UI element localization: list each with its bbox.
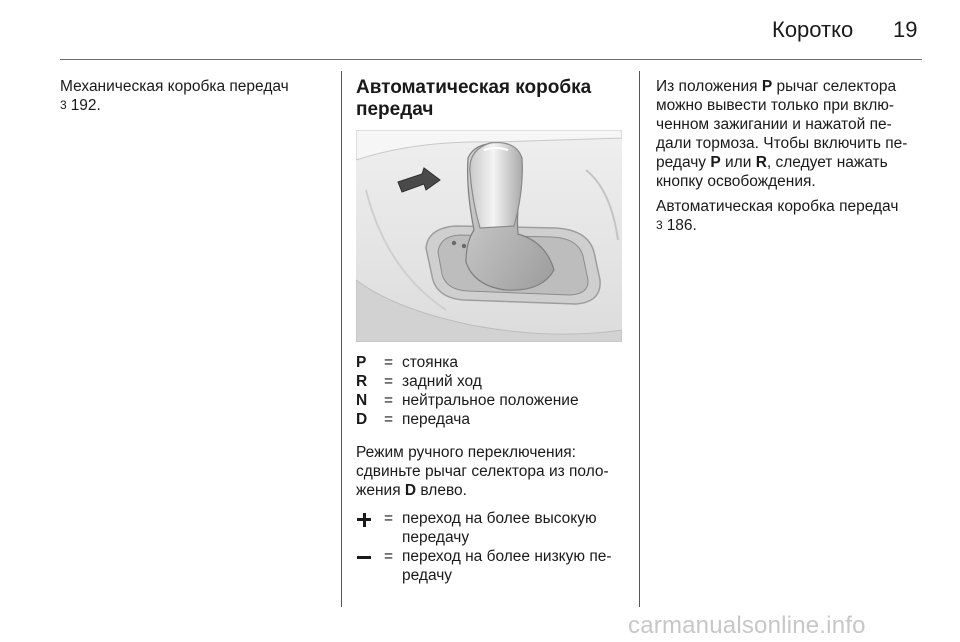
body-line	[656, 77, 926, 96]
legend-row-d	[356, 410, 626, 429]
mode-desc-line: редачу	[402, 567, 453, 584]
text-span: , следует нажать	[766, 154, 888, 171]
section-title	[356, 77, 626, 121]
header-rule	[60, 59, 922, 60]
mode-desc	[402, 509, 597, 547]
body-line	[656, 153, 926, 172]
legend-eq: =	[384, 392, 394, 409]
mode-desc	[402, 547, 612, 585]
page-ref-number: 186.	[666, 217, 697, 234]
manual-mode-line	[356, 481, 626, 500]
mode-desc-line: передачу	[402, 529, 470, 546]
page-ref-number: 192.	[70, 97, 101, 114]
legend-key: N	[356, 392, 368, 409]
mode-icon-cell	[356, 547, 384, 585]
legend-desc: передача	[402, 411, 470, 428]
legend-row-p	[356, 353, 626, 372]
text-span: рычаг селектора	[772, 78, 897, 95]
legend-desc: нейтральное положение	[402, 392, 579, 409]
legend-eq: =	[384, 548, 394, 565]
legend-eq: =	[384, 373, 394, 390]
manual-mode-paragraph	[356, 443, 626, 500]
legend-key: P	[356, 354, 367, 371]
column-1	[60, 77, 330, 116]
column-divider-1	[341, 71, 342, 607]
legend-row-r	[356, 372, 626, 391]
body-line: можно вывести только при вклю-	[656, 97, 895, 114]
plus-icon	[357, 513, 371, 527]
body-line: Автоматическая коробка передач	[656, 198, 899, 215]
text-span: жения	[356, 482, 405, 499]
automatic-gear-selector-illustration-icon	[356, 130, 622, 342]
body-line: ченном зажигании и нажатой пе-	[656, 116, 892, 133]
mode-row-downshift	[356, 547, 626, 585]
mode-desc-line: переход на более низкую пе-	[402, 548, 612, 565]
text-span: Из положения	[656, 78, 762, 95]
legend-eq: =	[384, 354, 394, 371]
column-2	[356, 77, 626, 585]
legend-desc: стоянка	[402, 354, 458, 371]
mode-row-upshift	[356, 509, 626, 547]
text-span: влево.	[416, 482, 467, 499]
manual-mode-line: сдвиньте рычаг селектора из поло-	[356, 463, 609, 480]
gear-selector-figure	[356, 130, 622, 342]
selector-paragraph	[656, 77, 926, 191]
text-span: или	[720, 154, 756, 171]
body-line: кнопку освобождения.	[656, 173, 816, 190]
manual-mode-line: Режим ручного переключения:	[356, 444, 576, 461]
mode-icon-cell	[356, 509, 384, 547]
section-title-line-2: передач	[356, 99, 434, 120]
gear-letter: R	[755, 154, 767, 171]
gear-letter: D	[404, 482, 417, 499]
manual-gearbox-ref[interactable]	[60, 96, 330, 116]
text-span: редачу	[656, 154, 711, 171]
watermark: carmanualsonline.info	[628, 612, 866, 639]
section-title-line-1: Автоматическая коробка	[356, 77, 592, 98]
gear-legend	[356, 353, 626, 429]
legend-key: R	[356, 373, 368, 390]
page-header	[0, 0, 960, 60]
minus-icon	[357, 556, 371, 559]
column-divider-2	[639, 71, 640, 607]
page-number: 19	[893, 17, 918, 42]
automatic-gearbox-ref[interactable]	[656, 216, 926, 236]
page-ref-arrow-icon: 3	[656, 218, 663, 232]
column-3	[656, 77, 926, 242]
gear-letter: P	[761, 78, 773, 95]
legend-key: D	[356, 411, 368, 428]
automatic-gearbox-ref-paragraph	[656, 197, 926, 236]
mode-desc-line: переход на более высокую	[402, 510, 597, 527]
legend-eq: =	[384, 411, 394, 428]
manual-gearbox-text: Механическая коробка передач	[60, 78, 289, 95]
page-ref-arrow-icon: 3	[60, 98, 67, 112]
legend-eq: =	[384, 510, 394, 527]
gear-letter: P	[710, 154, 721, 171]
legend-row-n	[356, 391, 626, 410]
legend-desc: задний ход	[402, 373, 482, 390]
header-title: Коротко	[772, 17, 854, 42]
body-line: дали тормоза. Чтобы включить пе-	[656, 135, 908, 152]
